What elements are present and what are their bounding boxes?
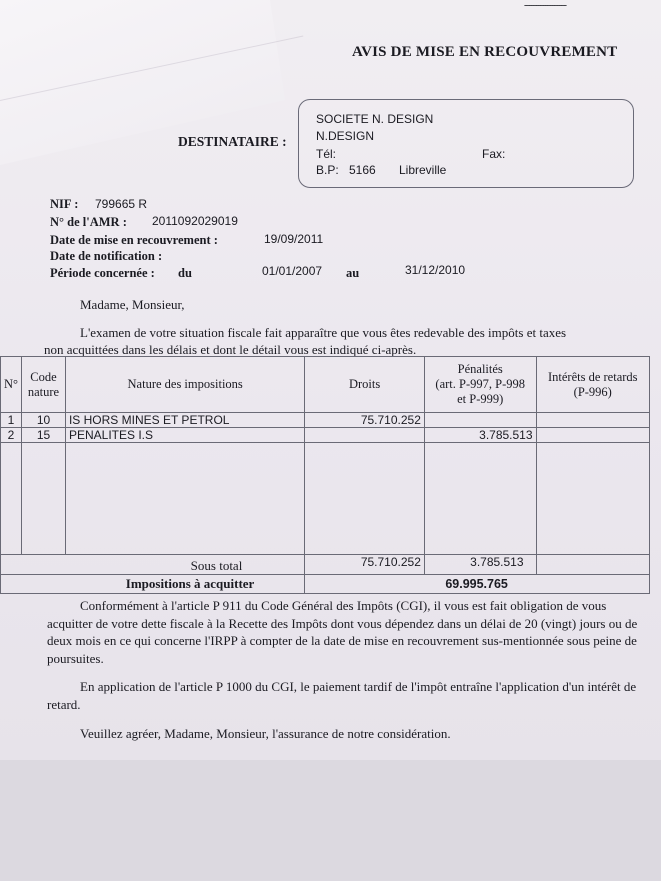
periode-au-value: 31/12/2010 [405, 263, 466, 277]
impositions-total-row [1, 575, 650, 594]
header-code [22, 357, 66, 413]
row-interets [536, 428, 649, 443]
recipient-label: DESTINATAIRE : [178, 134, 287, 149]
salutation: Madame, Monsieur, [80, 297, 185, 312]
sous-total-penalites: 3.785.513 [424, 555, 536, 575]
top-dashes: ------------------ [524, 0, 566, 11]
sous-total-label: Sous total [1, 555, 305, 575]
intro-line-1: L'examen de votre situation fiscale fait apparaître que vous êtes redevable des impôts et taxes [80, 325, 567, 340]
row-no: 2 [1, 428, 22, 443]
row-droits [305, 428, 425, 443]
row-penalites [424, 413, 536, 428]
recipient-city: Libreville [399, 163, 447, 177]
row-interets [536, 413, 649, 428]
table-header-row [1, 357, 650, 413]
table-empty-space [1, 443, 650, 555]
header-interets [536, 357, 649, 413]
impositions-table [0, 356, 650, 594]
date-recouvrement-label: Date de mise en recouvrement : [50, 233, 218, 247]
header-no: N° [1, 357, 22, 413]
row-nature: PENALITES I.S [65, 428, 304, 443]
amr-value: 2011092029019 [152, 214, 238, 228]
header-nature: Nature des impositions [65, 357, 304, 413]
header-penalites-line3: et P-999) [457, 392, 504, 406]
date-recouvrement-value: 19/09/2011 [264, 232, 324, 246]
impositions-label: Impositions à acquitter [1, 575, 305, 594]
header-interets-line2: (P-996) [573, 384, 612, 399]
header-penalites-line1: Pénalités [457, 362, 503, 376]
header-penalites-line2: (art. P-997, P-998 [435, 377, 525, 391]
periode-du-label: du [178, 266, 192, 280]
nif-value: 799665 R [95, 197, 148, 211]
closing-paragraph-2: En application de l'article P 1000 du CGI, le paiement tardif de l'impôt entraîne l'application d'un intérêt de retard. [47, 679, 637, 712]
header-droits: Droits [305, 357, 425, 413]
background-surface [0, 760, 661, 881]
row-penalites: 3.785.513 [424, 428, 536, 443]
nif-label: NIF : [50, 197, 79, 211]
row-droits: 75.710.252 [305, 413, 425, 428]
document-title: AVIS DE MISE EN RECOUVREMENT [352, 44, 618, 60]
intro-line-2: non acquittées dans les délais et dont le détail vous est indiqué ci-après. [44, 342, 417, 357]
recipient-name: N.DESIGN [316, 129, 375, 143]
recipient-fax-label: Fax: [482, 147, 506, 161]
date-notification-label: Date de notification : [50, 249, 163, 263]
periode-label: Période concernée : [50, 266, 155, 280]
row-no: 1 [1, 413, 22, 428]
header-penalites [424, 357, 536, 413]
closing-paragraph-1: Conformément à l'article P 911 du Code Général des Impôts (CGI), il vous est fait obligation de vous acquitter de votre dette fiscale à la Recette des Impôts dont vous dépendez dans un délai de 20 (vingt) jours ou de deux mois en ce qui concerne l'IRPP à compter de la date de mise en recouvrement sus-mentionnée sous peine de poursuites. [47, 598, 638, 666]
amr-label: N° de l'AMR : [50, 215, 127, 229]
recipient-bp-label: B.P: [316, 163, 339, 177]
sous-total-droits: 75.710.252 [305, 555, 425, 575]
header-code-line2: nature [27, 384, 60, 399]
header-code-line1: Code [30, 369, 57, 384]
row-code: 15 [22, 428, 66, 443]
header-interets-line1: Intérêts de retards [547, 369, 638, 384]
closing-paragraph-3: Veuillez agréer, Madame, Monsieur, l'assurance de notre considération. [80, 726, 451, 741]
recipient-company: SOCIETE N. DESIGN [316, 112, 434, 126]
recipient-tel-label: Tél: [316, 147, 337, 161]
table-row [1, 413, 650, 428]
periode-du-value: 01/01/2007 [262, 264, 323, 278]
recipient-bp-value: 5166 [349, 163, 376, 177]
row-nature: IS HORS MINES ET PETROL [65, 413, 304, 428]
table-row [1, 428, 650, 443]
impositions-total: 69.995.765 [305, 575, 650, 594]
sous-total-row [1, 555, 650, 575]
row-code: 10 [22, 413, 66, 428]
periode-au-label: au [346, 266, 360, 280]
